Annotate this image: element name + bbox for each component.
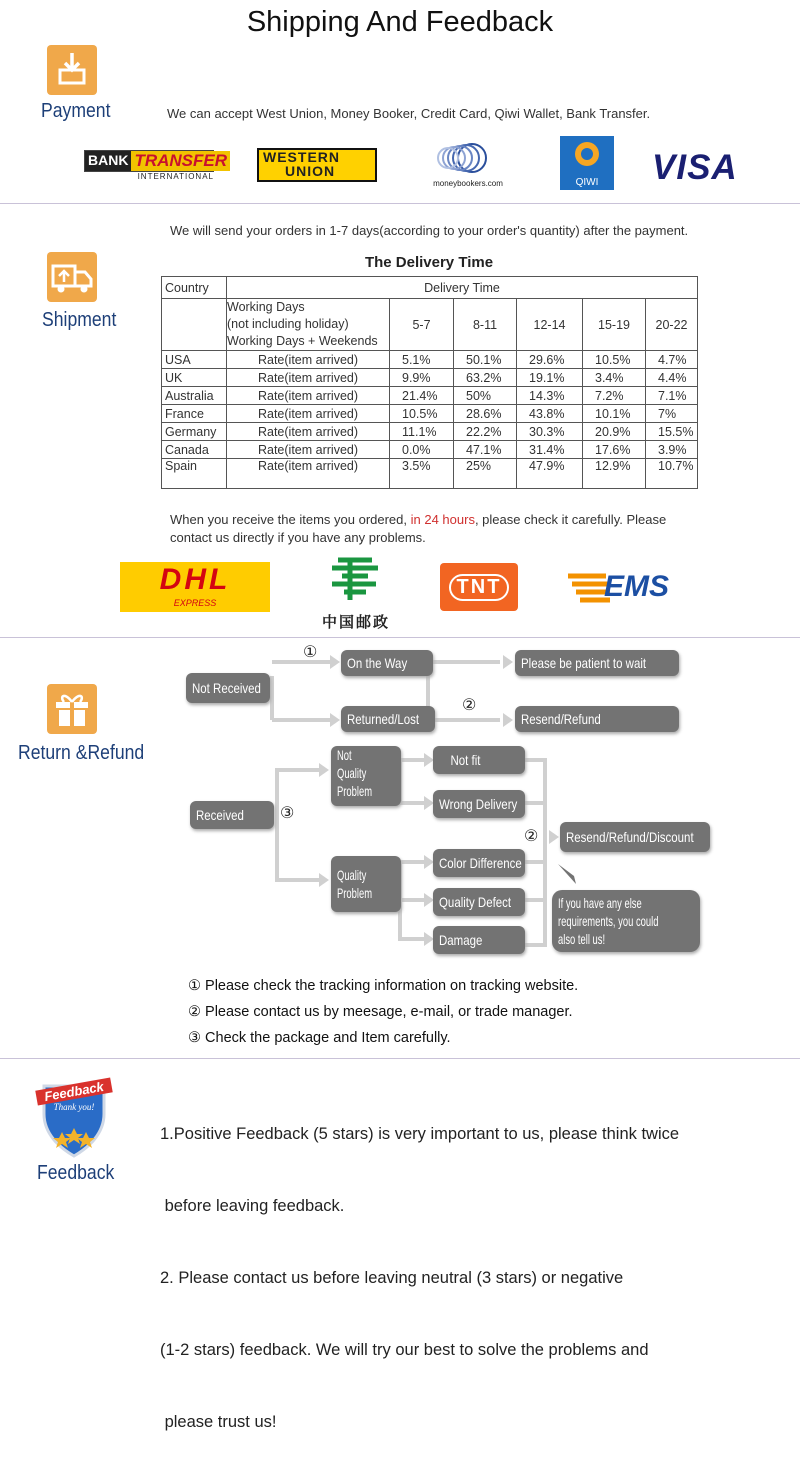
rate-value-cell: 43.8% (517, 405, 583, 423)
table-row (162, 405, 698, 423)
rate-value-cell: 3.5% (390, 459, 454, 489)
day-range: 12-14 (517, 299, 583, 351)
check-line2: contact us directly if you have any problems. (170, 530, 426, 545)
bubble-line: also tell us! (558, 931, 606, 947)
day-range: 8-11 (454, 299, 517, 351)
working-days-line: (not including holiday) (227, 317, 349, 331)
feedback-line: (1-2 stars) feedback. We will try our best to solve the problems and (160, 1341, 649, 1359)
rate-rows (162, 351, 698, 489)
moneybookers-text: moneybookers.com (433, 179, 503, 188)
rate-value-cell: 0.0% (390, 441, 454, 459)
divider (0, 1058, 800, 1059)
qp-line: Quality (337, 867, 367, 883)
rate-value-cell: 29.6% (517, 351, 583, 369)
not-quality-problem-box (331, 746, 401, 806)
shipment-label: Shipment (42, 309, 117, 331)
rate-value-cell: 22.2% (454, 423, 517, 441)
qiwi-logo (560, 136, 614, 190)
not-fit-box (433, 746, 525, 774)
rate-value-cell: 3.4% (583, 369, 646, 387)
day-range: 15-19 (583, 299, 646, 351)
rate-value-cell: 17.6% (583, 441, 646, 459)
country-cell: France (162, 405, 227, 423)
page-title: Shipping And Feedback (246, 6, 554, 38)
ems-text: EMS (604, 570, 670, 603)
rate-value-cell: 25% (454, 459, 517, 489)
shipment-intro: We will send your orders in 1-7 days(according to your order's quantity) after the payment. (170, 223, 689, 238)
resend-refund-box (515, 706, 679, 732)
be-patient-text: Please be patient to wait (521, 655, 647, 671)
table-row (162, 423, 698, 441)
damage-text: Damage (439, 932, 483, 948)
badge-title: Feedback (35, 1078, 112, 1106)
rate-value-cell: 10.1% (583, 405, 646, 423)
dhl-sub: EXPRESS (173, 598, 217, 608)
table-row (162, 351, 698, 369)
received-box (190, 801, 274, 829)
divider (0, 637, 800, 638)
check-before: When you receive the items you ordered, (170, 512, 411, 527)
rate-value-cell: 19.1% (517, 369, 583, 387)
working-days-cell (227, 299, 390, 351)
be-patient-box (515, 650, 679, 676)
chinapost-text: 中国邮政 (321, 614, 390, 631)
damage-box (433, 926, 525, 954)
qiwi-q-icon (560, 136, 614, 172)
table-row (162, 369, 698, 387)
working-days-line: Working Days + Weekends (227, 334, 378, 348)
not-fit-text: Not fit (450, 752, 481, 768)
moneybookers-logo (418, 142, 518, 190)
feedback-text (160, 1074, 679, 1458)
rate-value-cell: 11.1% (390, 423, 454, 441)
rate-value-cell: 5.1% (390, 351, 454, 369)
rate-value-cell: 31.4% (517, 441, 583, 459)
feedback-line: please trust us! (160, 1413, 277, 1431)
received-text: Received (196, 807, 244, 823)
empty-cell (162, 299, 227, 351)
moneybookers-circles-icon (418, 142, 518, 174)
on-the-way-text: On the Way (347, 655, 408, 671)
rate-label-cell: Rate(item arrived) (227, 405, 390, 423)
quality-defect-text: Quality Defect (439, 894, 512, 910)
refund-note: ① Please check the tracking information on tracking website. (188, 978, 579, 994)
return-refund-label: Return &Refund (18, 742, 145, 764)
rate-label-cell: Rate(item arrived) (227, 351, 390, 369)
header-delivery-time: Delivery Time (227, 277, 698, 299)
payment-icon (47, 45, 97, 95)
bubble-line: If you have any else (558, 895, 642, 911)
check-highlight: in 24 hours (410, 512, 475, 527)
rate-value-cell: 50% (454, 387, 517, 405)
resend-refund-discount-box (560, 822, 710, 852)
union-text: UNION (285, 163, 336, 179)
rate-label-cell: Rate(item arrived) (227, 423, 390, 441)
feedback-line: before leaving feedback. (160, 1197, 345, 1215)
feedback-badge (36, 1072, 112, 1158)
returned-lost-text: Returned/Lost (347, 711, 420, 727)
feedback-line: 1.Positive Feedback (5 stars) is very important to us, please think twice (160, 1125, 680, 1143)
rate-value-cell: 3.9% (646, 441, 698, 459)
wrong-delivery-text: Wrong Delivery (439, 796, 518, 812)
western-union-logo (257, 148, 377, 182)
wrong-delivery-box (433, 790, 525, 818)
table-row (162, 459, 698, 489)
country-cell: Germany (162, 423, 227, 441)
rate-value-cell: 12.9% (583, 459, 646, 489)
mark-two: ② (462, 697, 477, 714)
not-received-box (186, 673, 270, 703)
country-cell: Australia (162, 387, 227, 405)
color-difference-box (433, 849, 525, 877)
truck-icon (47, 252, 97, 302)
country-cell: UK (162, 369, 227, 387)
nqp-line: Quality (337, 765, 367, 781)
country-cell: Canada (162, 441, 227, 459)
nqp-line: Not (337, 747, 352, 763)
quality-problem-box (331, 856, 401, 912)
feedback-label: Feedback (37, 1162, 115, 1184)
delivery-time-table (161, 276, 698, 489)
chinapost-emblem-icon (310, 554, 402, 606)
check-after: , please check it carefully. Please (474, 512, 667, 527)
mark-three: ③ (280, 805, 295, 822)
rate-value-cell: 10.5% (390, 405, 454, 423)
divider (0, 203, 800, 204)
resend-refund-discount-text: Resend/Refund/Discount (566, 829, 694, 845)
dhl-logo (120, 562, 270, 612)
qp-line: Problem (337, 885, 373, 901)
table-row (162, 387, 698, 405)
rate-value-cell: 47.1% (454, 441, 517, 459)
delivery-table-title: The Delivery Time (364, 254, 494, 271)
nqp-line: Problem (337, 783, 373, 799)
dhl-text: DHL (159, 563, 231, 596)
color-difference-text: Color Difference (439, 855, 522, 871)
bubble-tail-icon (556, 864, 578, 884)
rate-value-cell: 7% (646, 405, 698, 423)
rate-label-cell: Rate(item arrived) (227, 369, 390, 387)
rate-value-cell: 10.5% (583, 351, 646, 369)
day-range: 20-22 (646, 299, 698, 351)
chinapost-logo (310, 554, 402, 632)
western-text: WESTERN (263, 149, 340, 165)
rate-value-cell: 50.1% (454, 351, 517, 369)
day-range: 5-7 (390, 299, 454, 351)
bank-transfer-logo (84, 150, 228, 186)
truck-icon-box (47, 252, 97, 302)
rate-label-cell: Rate(item arrived) (227, 441, 390, 459)
bank-transfer-b: TRANSFER (131, 151, 230, 171)
rate-value-cell: 7.1% (646, 387, 698, 405)
rate-label-cell: Rate(item arrived) (227, 459, 390, 489)
header-country: Country (162, 277, 227, 299)
feedback-line: 2. Please contact us before leaving neutral (3 stars) or negative (160, 1269, 624, 1287)
resend-refund-text: Resend/Refund (521, 711, 601, 727)
rate-value-cell: 10.7% (646, 459, 698, 489)
badge-sub: Thank you! (53, 1102, 95, 1112)
rate-value-cell: 20.9% (583, 423, 646, 441)
tnt-text: TNT (449, 574, 510, 601)
refund-note: ③ Check the package and Item carefully. (188, 1030, 451, 1046)
on-the-way-box (341, 650, 433, 676)
rate-value-cell: 4.4% (646, 369, 698, 387)
payment-label: Payment (41, 100, 111, 122)
visa-logo: VISA (652, 148, 738, 187)
working-days-line: Working Days (227, 300, 305, 314)
quality-defect-box (433, 888, 525, 916)
table-row (162, 441, 698, 459)
rate-value-cell: 47.9% (517, 459, 583, 489)
rate-value-cell: 21.4% (390, 387, 454, 405)
bank-transfer-sub: INTERNATIONAL (137, 172, 214, 181)
rate-value-cell: 63.2% (454, 369, 517, 387)
rate-value-cell: 4.7% (646, 351, 698, 369)
returned-lost-box (341, 706, 435, 732)
mark-one: ① (303, 644, 318, 661)
bank-transfer-a: BANK (85, 151, 131, 171)
payment-text: We can accept West Union, Money Booker, Credit Card, Qiwi Wallet, Bank Transfer. (167, 106, 651, 121)
refund-note: ② Please contact us by meesage, e-mail, or trade manager. (188, 1004, 573, 1020)
rate-value-cell: 9.9% (390, 369, 454, 387)
mark-two: ② (524, 828, 539, 845)
not-received-text: Not Received (192, 680, 261, 696)
tnt-logo (440, 563, 518, 611)
check-notice (170, 511, 666, 547)
country-cell: Spain (162, 459, 227, 489)
rate-label-cell: Rate(item arrived) (227, 387, 390, 405)
rate-value-cell: 30.3% (517, 423, 583, 441)
rate-value-cell: 7.2% (583, 387, 646, 405)
rate-value-cell: 15.5% (646, 423, 698, 441)
speech-bubble (552, 890, 700, 952)
qiwi-text: QIWI (575, 177, 599, 188)
rate-value-cell: 28.6% (454, 405, 517, 423)
rate-value-cell: 14.3% (517, 387, 583, 405)
ems-logo (566, 570, 676, 608)
bubble-line: requirements, you could (558, 913, 659, 929)
country-cell: USA (162, 351, 227, 369)
